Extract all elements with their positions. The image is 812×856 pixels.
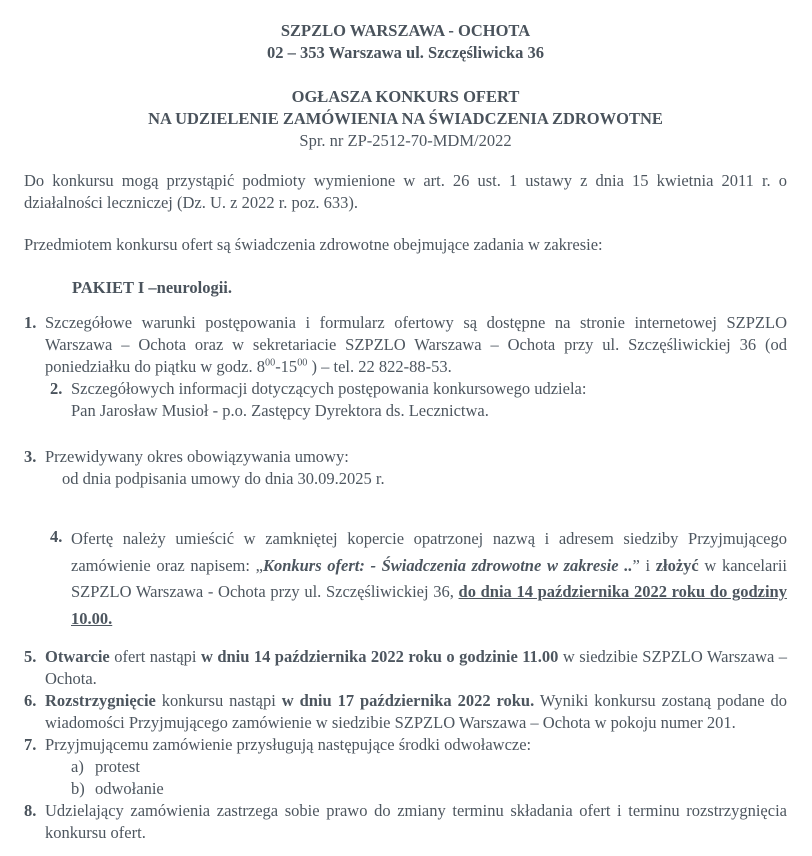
list-item-number: 1. (24, 313, 37, 332)
announcement-title-line2: NA UDZIELENIE ZAMÓWIENIA NA ŚWIADCZENIA ZDROWOTNE (148, 109, 663, 128)
sub-item-label: odwołanie (95, 779, 164, 798)
list-item-4 (24, 526, 787, 632)
case-number: Spr. nr ZP-2512-70-MDM/2022 (299, 131, 512, 150)
list-item-number: 5. (24, 647, 37, 666)
list-item-number: 7. (24, 735, 37, 754)
list-item-body (45, 734, 787, 800)
list-item-text-line2: od dnia podpisania umowy do dnia 30.09.2025 r. (62, 469, 385, 488)
list-item-7 (24, 734, 787, 800)
list-item-text: Szczegółowych informacji dotyczących postępowania konkursowego udziela: (71, 379, 587, 398)
announcement-title-block (24, 86, 787, 152)
list-item-text: Szczegółowe warunki postępowania i formularz ofertowy są dostępne na stronie internetowej SZPZLO Warszawa – Ochota oraz w sekretariacie SZPZLO Warszawa – Ochota przy ul. Szczęśliwickiej 36 (od poniedziałku do piątku w godz. $8^{00}-15^{00}$ ) – tel. 22 822-88-53. (45, 313, 787, 376)
list-item-text: Ofertę należy umieścić w zamkniętej kopercie opatrzonej nazwą i adresem siedziby Przyjmującego zamówienie oraz napisem: „Konkurs ofert: - Świadczenia zdrowotne w zakresie ..” i złożyć w kancelarii SZPZLO Warszawa - Ochota przy ul. Szczęśliwickiej 36, do dnia 14 października 2022 roku do godziny 10.00. (71, 529, 787, 628)
list-item-number: 4. (50, 527, 63, 546)
header-org-name: SZPZLO WARSZAWA - OCHOTA (280, 21, 531, 40)
list-item-6 (24, 690, 787, 734)
sub-item-marker: b) (71, 779, 85, 798)
list-item-text: Przewidywany okres obowiązywania umowy: (45, 447, 349, 466)
list-item-number: 6. (24, 691, 37, 710)
sub-item-a (45, 756, 787, 778)
sub-item-marker: a) (71, 757, 84, 776)
list-item-1 (24, 312, 787, 378)
header-address: 02 – 353 Warszawa ul. Szczęśliwicka 36 (267, 43, 544, 62)
list-item-body (71, 378, 787, 422)
sub-item-b (45, 778, 787, 800)
list-item-text: Udzielający zamówienia zastrzega sobie prawo do zmiany terminu składania ofert i terminu rozstrzygnięcia konkursu ofert. (45, 801, 787, 842)
list-item-number: 3. (24, 447, 37, 466)
list-item-text-line2: Pan Jarosław Musioł - p.o. Zastępcy Dyrektora ds. Lecznictwa. (71, 401, 489, 420)
announcement-title-line1: OGŁASZA KONKURS OFERT (291, 87, 520, 106)
list-item-2 (24, 378, 787, 422)
list-item-5 (24, 646, 787, 690)
list-item-body (45, 446, 787, 490)
list-item-3 (24, 446, 787, 490)
list-item-text: Przyjmującemu zamówienie przysługują następujące środki odwoławcze: (45, 735, 532, 754)
pakiet-heading: PAKIET I –neurologii. (72, 278, 232, 297)
list-item-number: 2. (50, 379, 63, 398)
subject-paragraph: Przedmiotem konkursu ofert są świadczenia zdrowotne obejmujące zadania w zakresie: (24, 235, 603, 254)
list-item-text: Otwarcie ofert nastąpi w dniu 14 października 2022 roku o godzinie 11.00 w siedzibie SZPZLO Warszawa – Ochota. (45, 647, 787, 688)
conditions-list (24, 312, 787, 844)
sub-item-label: protest (95, 757, 140, 776)
list-item-8 (24, 800, 787, 844)
list-item-number: 8. (24, 801, 37, 820)
list-item-text: Rozstrzygnięcie konkursu nastąpi w dniu 17 października 2022 roku. Wyniki konkursu zostaną podane do wiadomości Przyjmującego zamówienie w siedzibie SZPZLO Warszawa – Ochota w pokoju numer 201. (45, 691, 788, 732)
intro-paragraph: Do konkursu mogą przystąpić podmioty wymienione w art. 26 ust. 1 ustawy z dnia 15 kwietnia 2011 r. o działalności leczniczej (Dz. U. z 2022 r. poz. 633). (24, 171, 787, 212)
